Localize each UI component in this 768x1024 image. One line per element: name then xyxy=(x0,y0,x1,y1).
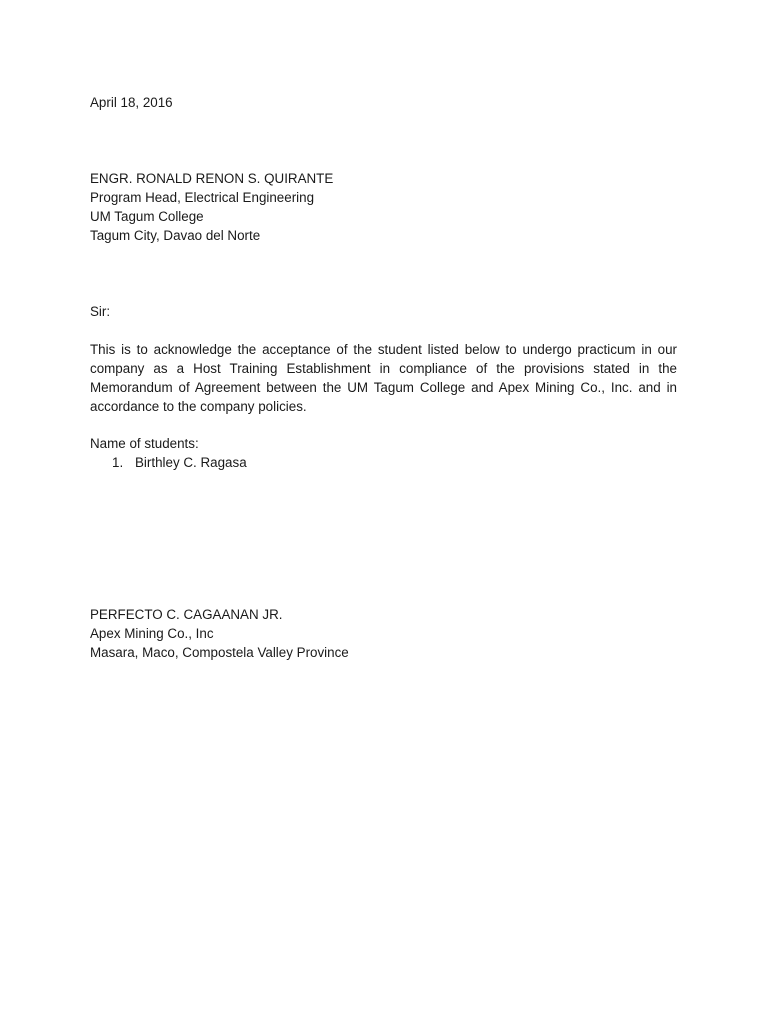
students-label-text: Name of students: xyxy=(90,436,199,451)
recipient-block xyxy=(90,169,333,245)
body-paragraph: This is to acknowledge the acceptance of the student listed below to undergo practicum in our company as a Host Training Establishment in compliance of the provisions stated in the Memorandum of Agreement between the UM Tagum College and Apex Mining Co., Inc. and in accordance to the company policies. xyxy=(90,342,677,414)
list-item-number: 1. xyxy=(112,455,124,470)
salutation-text: Sir: xyxy=(90,304,111,319)
salutation xyxy=(90,302,110,321)
signatory-block xyxy=(90,605,349,662)
letter-date xyxy=(90,93,173,112)
list-item xyxy=(90,453,247,472)
date-text: April 18, 2016 xyxy=(90,95,173,110)
student-name: Birthley C. Ragasa xyxy=(135,455,247,470)
students-label xyxy=(90,434,199,453)
recipient-address: Tagum City, Davao del Norte xyxy=(90,228,261,243)
students-list xyxy=(90,453,247,472)
recipient-name: ENGR. RONALD RENON S. QUIRANTE xyxy=(90,171,334,186)
signatory-address: Masara, Maco, Compostela Valley Province xyxy=(90,645,349,660)
signatory-name: PERFECTO C. CAGAANAN JR. xyxy=(90,607,283,622)
recipient-title: Program Head, Electrical Engineering xyxy=(90,190,315,205)
signatory-company: Apex Mining Co., Inc xyxy=(90,626,214,641)
recipient-org: UM Tagum College xyxy=(90,209,204,224)
